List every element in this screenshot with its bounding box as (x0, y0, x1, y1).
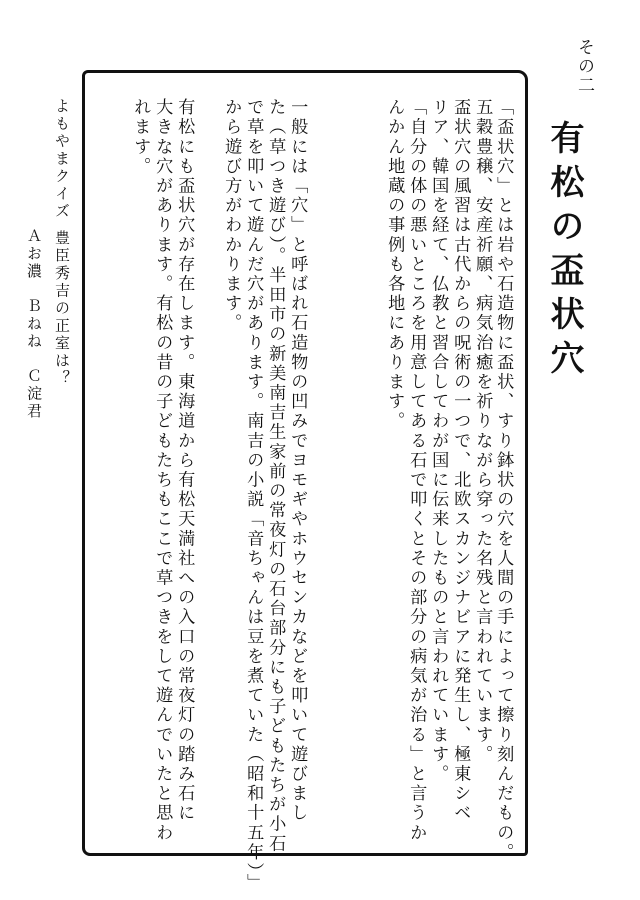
body-column: 一般には「穴」と呼ばれ石造物の凹みでヨモギやホウセンカなどを叩いて遊びまし (287, 98, 308, 824)
body-column: リア、韓国を経て、仏教と習合してわが国に伝来したものと言われています。 (428, 98, 449, 784)
body-column: 有松にも盃状穴が存在します。東海道から有松天満社への入口の常夜灯の踏み石に (174, 98, 195, 824)
body-column: から遊び方がわかります。 (221, 98, 242, 334)
quiz-options: Ａお濃 Ｂねね Ｃ淀君 (25, 228, 43, 421)
body-column: 五穀豊穣、安産祈願、病気治癒を祈りながら穿った名残と言われています。 (472, 98, 493, 765)
body-column: 「盃状穴」とは岩や石造物に盃状、すり鉢状の穴を人間の手によって擦り刻んだもの。 (493, 98, 514, 863)
quiz-question: 豊臣秀吉の正室は？ (53, 230, 71, 388)
part-label: その二 (574, 38, 594, 95)
quiz-title: よもやまクイズ (53, 98, 71, 221)
body-column: 「自分の体の悪いところを用意してある石で叩くとその部分の病気が治る」と言うか (406, 98, 427, 843)
body-column: た（草つき遊び）。半田市の新美南吉生家前の常夜灯の石台部分にも子どもたちが小石 (265, 98, 286, 854)
body-column: 大きな穴があります。有松の昔の子どもたちもここで草つきをして遊んでいたと思わ (152, 98, 173, 843)
body-column: 盃状穴の風習は古代からの呪術の一つで、北欧スカンジナビアに発生し、極東シベ (450, 98, 471, 824)
body-column: んかん地蔵の事例も各地にあります。 (384, 98, 405, 432)
page-title: 有松の盃状穴 (544, 120, 584, 384)
body-column: で草を叩いて遊んだ穴があります。南吉の小説「音ちゃんは豆を煮ていた（昭和十五年）」 (243, 98, 264, 893)
body-column: れます。 (130, 98, 151, 177)
